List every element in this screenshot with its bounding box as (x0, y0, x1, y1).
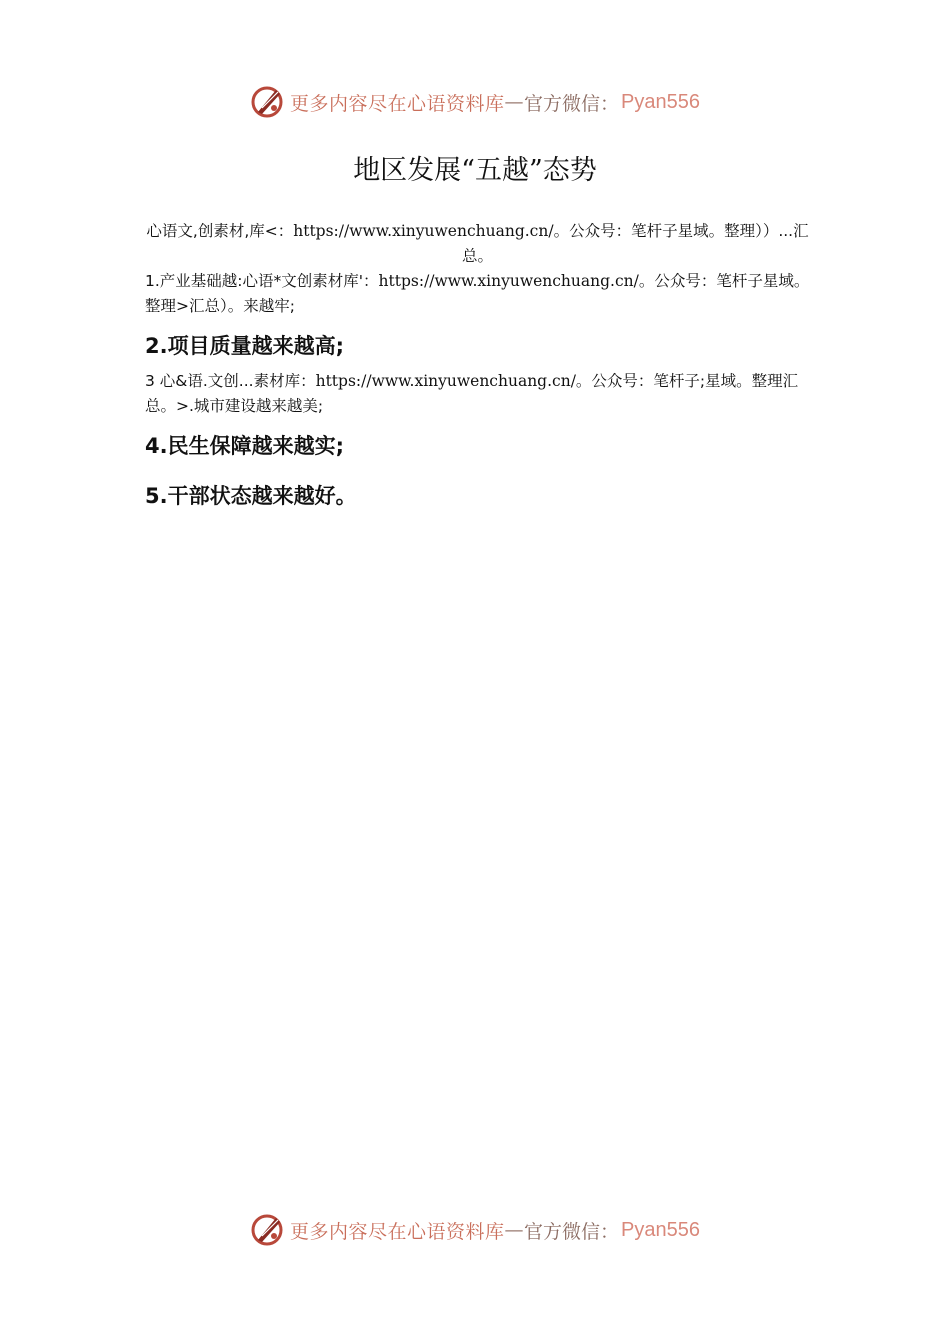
banner-dash: — (504, 1219, 525, 1241)
item-1-text-post: 。公众号：笔杆子星域。整理>汇总）。来越牢; (145, 272, 810, 315)
banner-wechat-label: 官方微信： (524, 92, 620, 115)
intro-text-post: 。公众号：笔杆子星域。整理））...汇总。 (461, 222, 809, 265)
document-title: 地区发展“五越”态势 (353, 155, 597, 186)
banner-dash: — (504, 91, 525, 113)
banner-wechat-id: Pyan556 (621, 90, 700, 113)
item-1-url[interactable]: https://www.xinyuwenchuang.cn/ (378, 272, 639, 290)
item-3-text-post: 。公众号：笔杆子;星域。整理汇总。>.城市建设越来越美; (145, 372, 799, 415)
banner-wechat-label: 官方微信： (524, 1220, 620, 1243)
item-1-text-pre: 1.产业基础越:心语*文创素材库'： (145, 272, 379, 290)
intro-url[interactable]: https://www.xinyuwenchuang.cn/ (293, 222, 554, 240)
banner-slogan: 更多内容尽在心语资料库 (290, 1220, 505, 1243)
item-2-heading: 2.项目质量越来越高; (145, 334, 344, 358)
banner-slogan: 更多内容尽在心语资料库 (290, 92, 505, 115)
quill-logo-icon (250, 1212, 286, 1248)
item-3-url[interactable]: https://www.xinyuwenchuang.cn/ (315, 372, 576, 390)
item-4-heading: 4.民生保障越来越实; (145, 434, 344, 458)
item-3-text-pre: 3 心&语.文创...素材库： (145, 372, 316, 390)
quill-logo-icon (250, 84, 286, 120)
intro-paragraph (145, 219, 810, 269)
header-banner (0, 82, 950, 122)
item-5-heading: 5.干部状态越来越好。 (145, 484, 357, 508)
item-1-paragraph (145, 269, 810, 319)
item-3-paragraph (145, 369, 810, 419)
intro-text-pre: 心语文,创素材,库<： (146, 222, 294, 240)
footer-banner (0, 1210, 950, 1250)
banner-wechat-id: Pyan556 (621, 1218, 700, 1241)
